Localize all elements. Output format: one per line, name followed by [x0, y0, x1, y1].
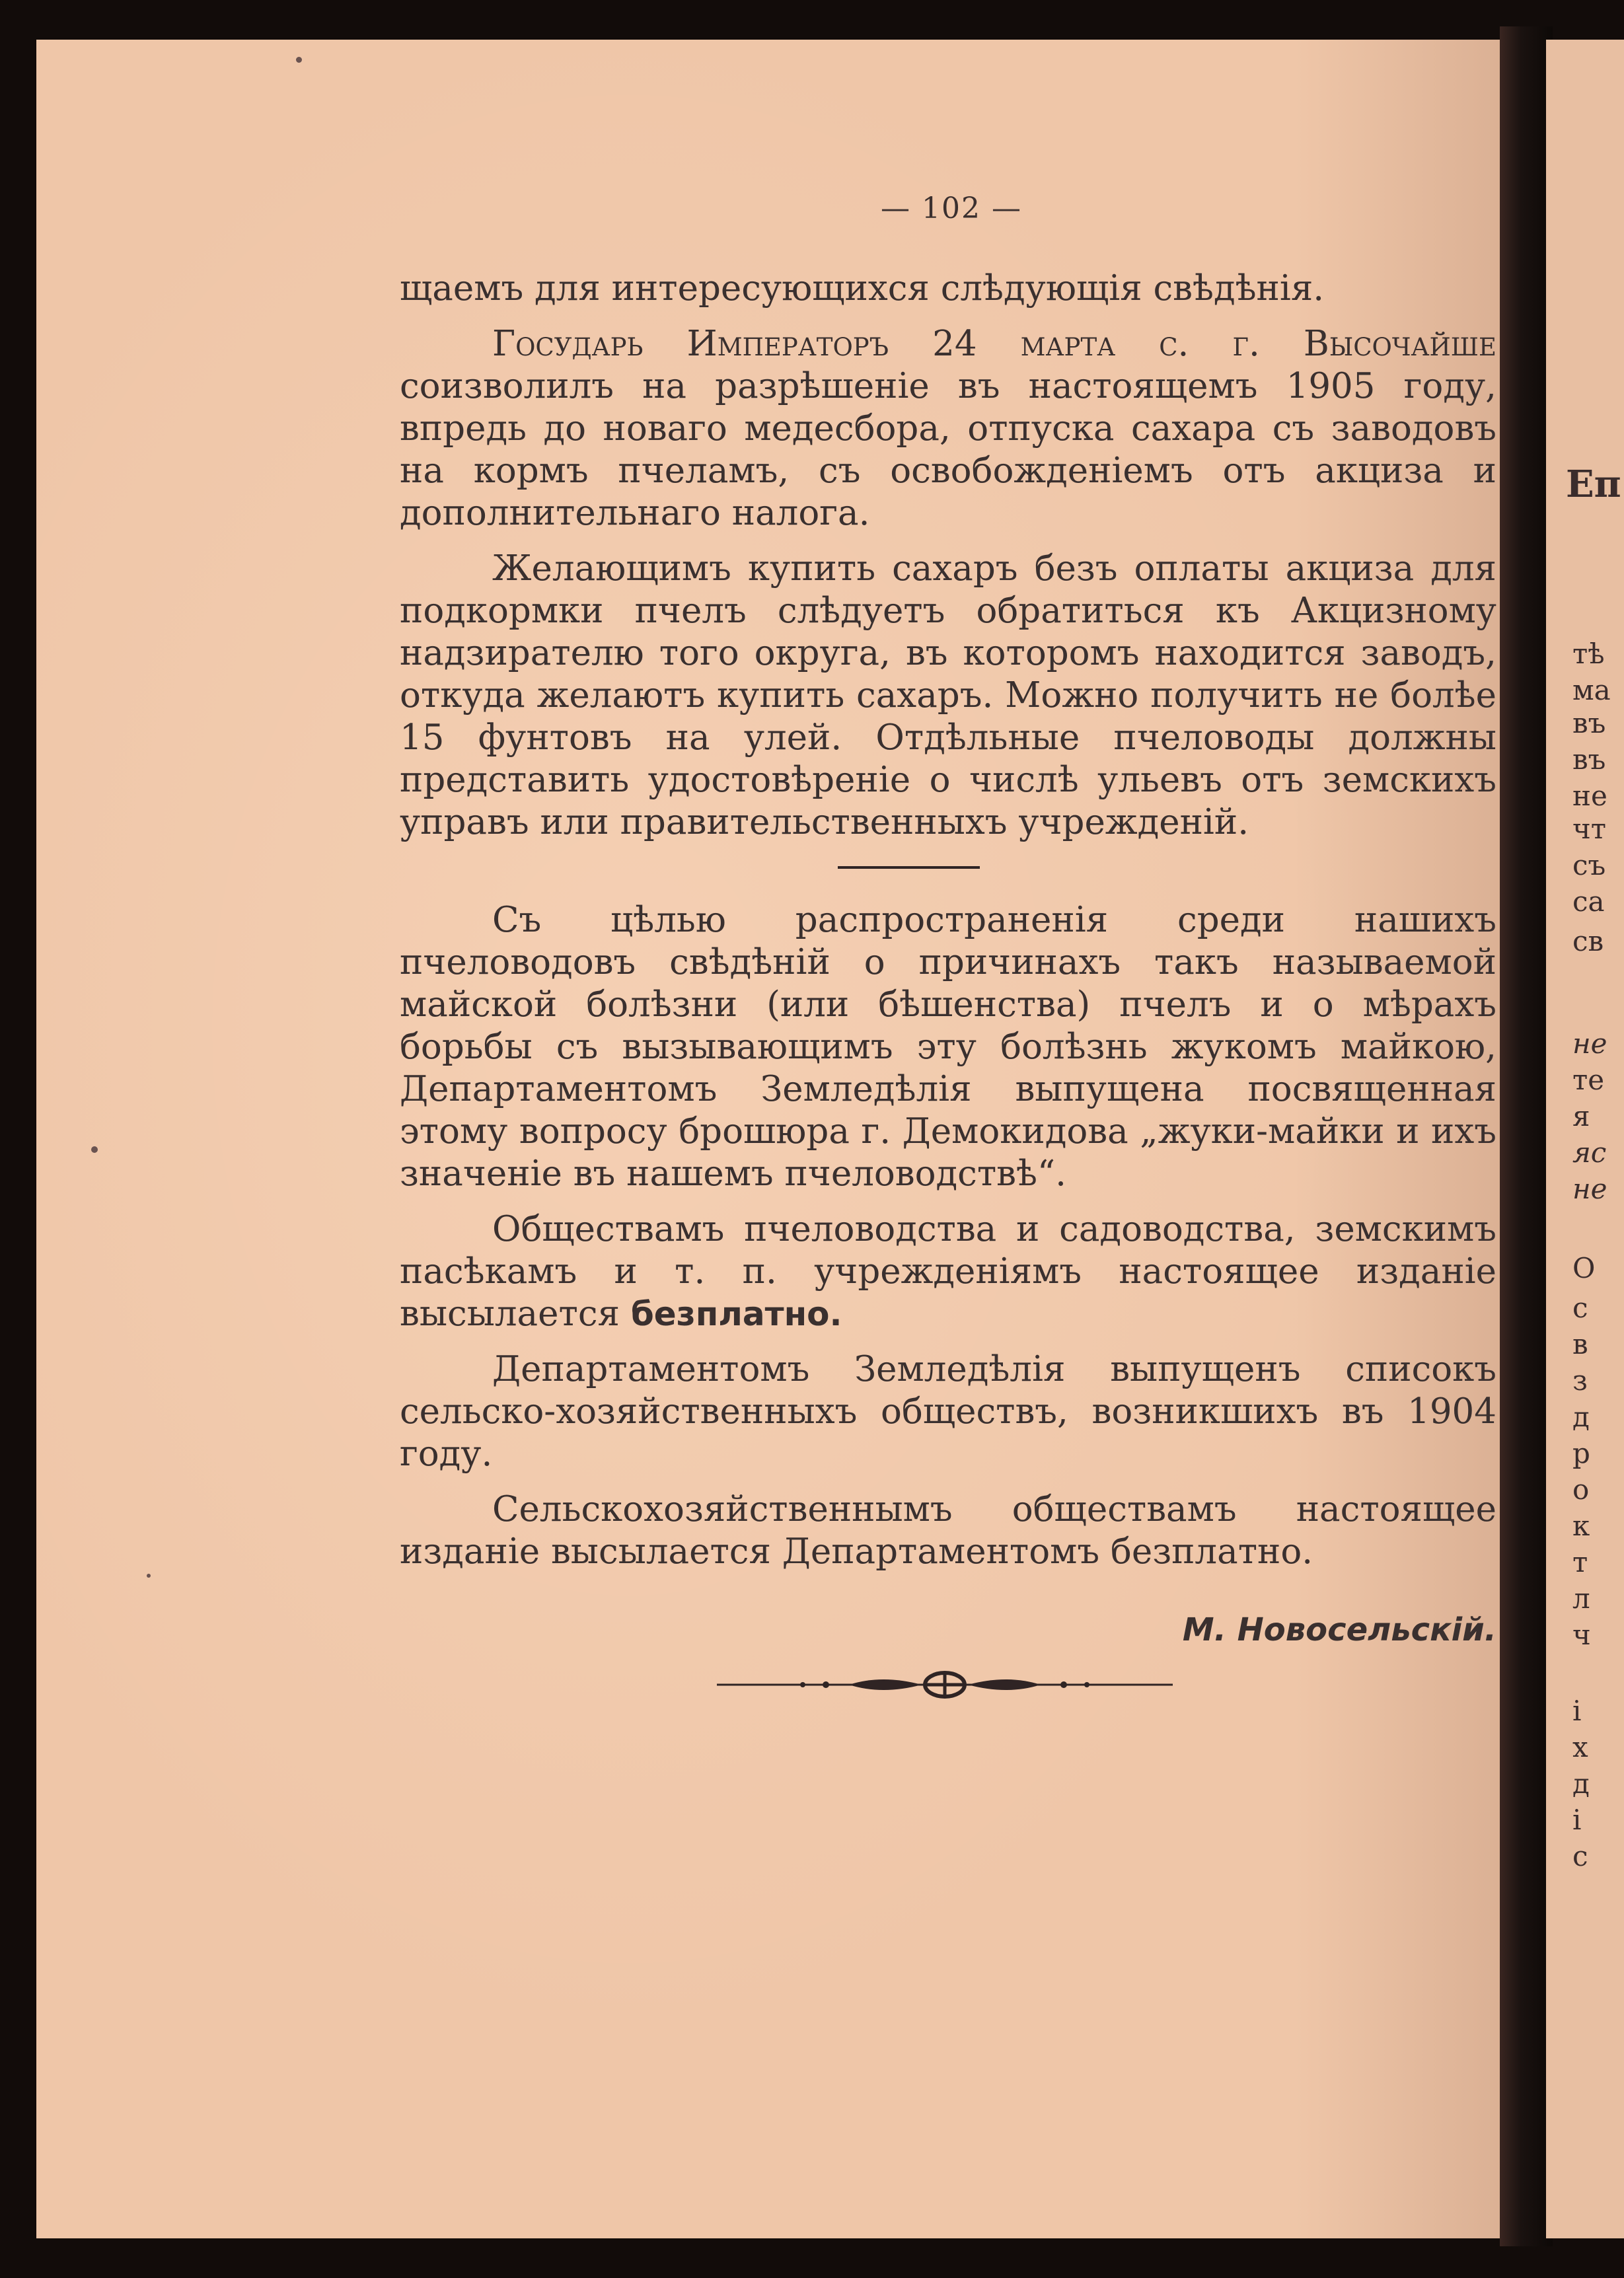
next-page-fragment: те	[1572, 1064, 1605, 1096]
next-page-fragment: не	[1572, 1027, 1607, 1060]
next-page-fragment: тѣ	[1572, 638, 1605, 670]
next-page-fragment: ма	[1572, 674, 1611, 706]
next-page-fragment: д	[1572, 1401, 1590, 1433]
next-page-fragment: са	[1572, 885, 1605, 918]
ornamental-divider	[717, 1665, 1173, 1705]
next-page-fragment: к	[1572, 1510, 1590, 1542]
next-page-fragment: О	[1572, 1252, 1596, 1284]
paragraph-list: Департаментомъ Земледѣлія выпущенъ списокъ сельско-хозяйственныхъ обществъ, возникшихъ въ 1904 году.	[400, 1349, 1496, 1474]
next-page-fragment: о	[1572, 1473, 1590, 1506]
next-page-fragment: р	[1572, 1437, 1590, 1469]
next-page-fragment: не	[1572, 1173, 1607, 1205]
next-page-fragment: я	[1572, 1100, 1590, 1132]
next-page-fragment: в	[1572, 1328, 1588, 1360]
paragraph-sugar-purchase: Желающимъ купить сахаръ безъ оплаты акциза для подкормки пчелъ слѣдуетъ обратиться къ Акцизному надзирателю того округа, въ которомъ находится заводъ, откуда желаютъ купить сахаръ. Можно получить не болѣе 15 фунтовъ на улей. Отдѣльные пчеловоды должны представить удостовѣреніе о числѣ ульевъ отъ земскихъ управъ или правительственныхъ учрежденій.	[400, 548, 1496, 842]
next-page-fragment: Еп	[1566, 462, 1621, 506]
paragraph-free-distribution: Сельскохозяйственнымъ обществамъ настоящее изданіе высылается Департаментомъ безплатно.	[400, 1489, 1496, 1572]
next-page-fragment: і	[1572, 1804, 1582, 1836]
next-page-fragment: ч	[1572, 1619, 1591, 1651]
page-number: — 102 —	[881, 192, 1022, 225]
next-page-fragment: д	[1572, 1767, 1590, 1800]
next-page-fragment: не	[1572, 780, 1607, 812]
paragraph-brochure: Съ цѣлью распространенія среди нашихъ пчеловодовъ свѣдѣній о причинахъ такъ называемой майской болѣзни (или бѣшенства) пчелъ и о мѣрахъ борьбы съ вызывающимъ эту болѣзнь жукомъ майкою, Департаментомъ Земледѣлія выпущена посвященная этому вопросу брошюра г. Демокидова „жуки-майки и ихъ значеніе въ нашемъ пчеловодствѣ“.	[400, 900, 1496, 1194]
next-page-fragment: л	[1572, 1582, 1590, 1615]
decree-lead: Государь Императоръ 24 марта с. г. Высочайше	[492, 324, 1496, 364]
paragraph-societies	[400, 1208, 1496, 1335]
author-signature: М. Новосельскій.	[1182, 1611, 1496, 1648]
dust-speck	[91, 1146, 98, 1153]
next-page-fragment: въ	[1572, 707, 1606, 739]
next-page-fragment: і	[1572, 1695, 1582, 1727]
paragraph-continuation: щаемъ для интересующихся слѣдующія свѣдѣнія.	[400, 268, 1325, 309]
book-gutter	[1500, 26, 1553, 2246]
right-page-edge	[1546, 40, 1624, 2238]
next-page-fragment: съ	[1572, 849, 1606, 881]
dust-speck	[296, 57, 302, 63]
next-page-fragment: чт	[1572, 813, 1607, 845]
paragraph-decree	[400, 323, 1496, 534]
next-page-fragment: с	[1572, 1292, 1588, 1324]
next-page-fragment: з	[1572, 1364, 1588, 1397]
next-page-fragment: с	[1572, 1840, 1588, 1872]
section-divider	[838, 866, 980, 869]
next-page-fragment: св	[1572, 925, 1604, 957]
free-emphasis: безплатно.	[630, 1295, 842, 1333]
next-page-fragment: т	[1572, 1546, 1588, 1578]
next-page-fragment: яс	[1572, 1136, 1607, 1169]
dust-speck	[147, 1574, 151, 1578]
next-page-fragment: х	[1572, 1731, 1588, 1763]
page-body	[400, 268, 1496, 1651]
decree-text: соизволилъ на разрѣшеніе въ настоящемъ 1905 году, впредь до новаго медесбора, отпуска сахара съ заводовъ на кормъ пчеламъ, съ освобожденіемъ отъ акциза и дополнительнаго налога.	[400, 366, 1496, 533]
societies-text: Обществамъ пчеловодства и садоводства, земскимъ пасѣкамъ и т. п. учрежденіямъ настоящее изданіе высылается	[400, 1209, 1496, 1334]
next-page-fragment: въ	[1572, 743, 1606, 776]
